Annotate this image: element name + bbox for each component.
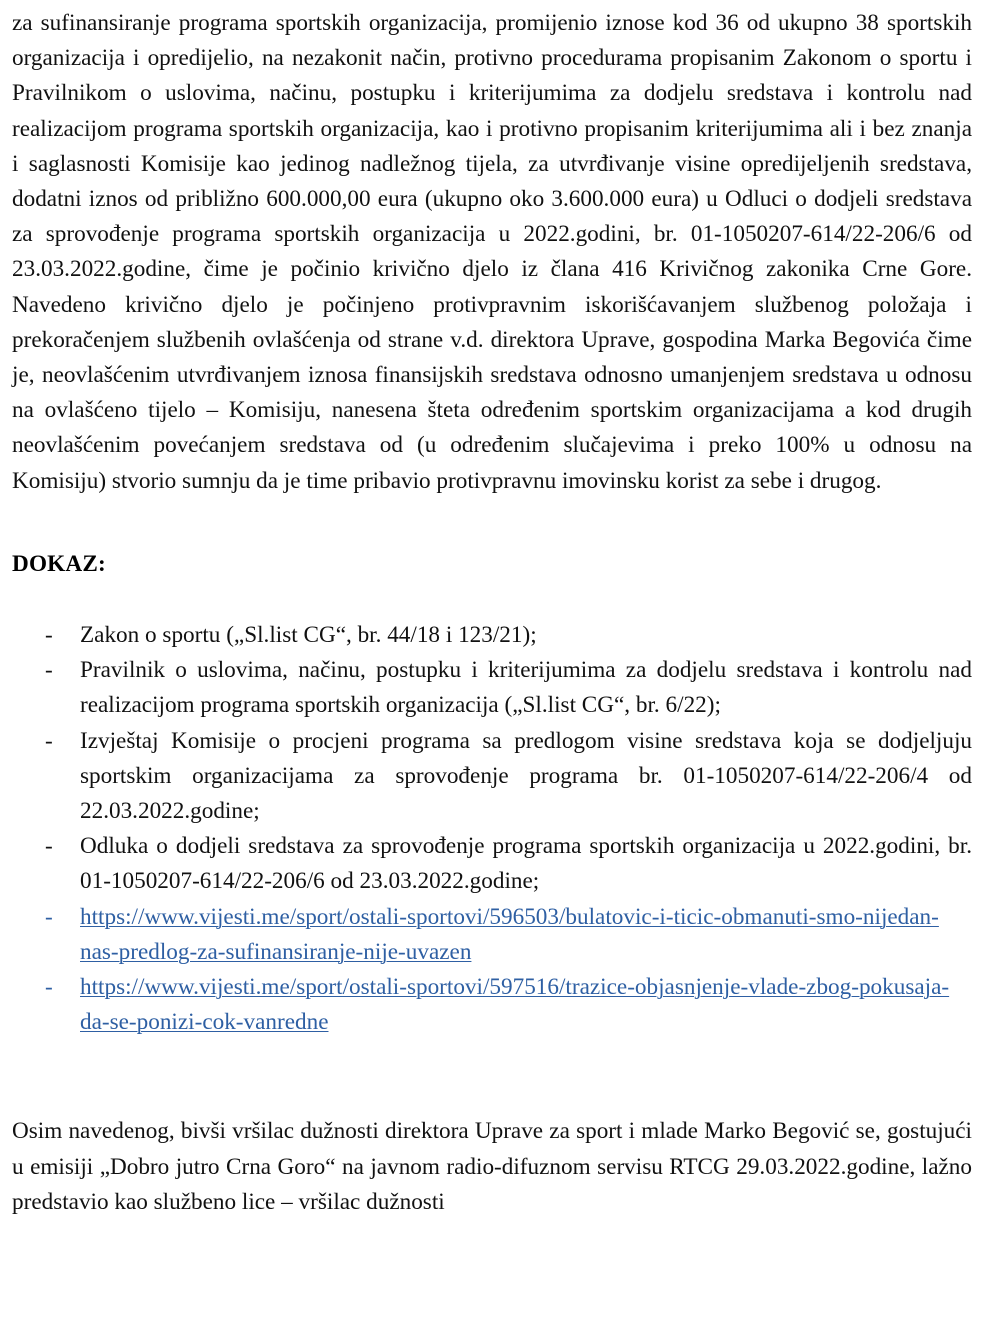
body-paragraph-indictment: za sufinansiranje programa sportskih organizacija, promijenio iznose kod 36 od ukupno 38 sportskih organizacija i opredijelio, na nezakonit način, protivno procedurama propisanim Zakonom o sportu i Pravilnikom o uslovima, načinu, postupku i kriterijumima za dodjelu sredstava i kontrolu nad realizacijom programa sportskih organizacija, kao i protivno propisanim kriterijumima ali i bez znanja i saglasnosti Komisije kao jedinog nadležnog tijela, za utvrđivanje visine opredijeljenih sredstava, dodatni iznos od približno 600.000,00 eura (ukupno oko 3.600.000 eura) u Odluci o dodjeli sredstava za sprovođenje programa sportskih organizacija u 2022.godini, br. 01-1050207-614/22-206/6 od 23.03.2022.godine, čime je počinio krivično djelo iz člana 416 Krivičnog zakonika Crne Gore. Navedeno krivično djelo je počinjeno protivpravnim iskorišćavanjem službenog položaja i prekoračenjem službenih ovlašćenja od strane v.d. direktora Uprave, gospodina Marka Begovića čime je, neovlašćenim utvrđivanjem iznosa finansijskih sredstava odnosno umanjenjem sredstava u odnosu na ovlašćeno tijelo – Komisiju, nanesena šteta određenim sportskim organizacijama a kod drugih neovlašćenim povećanjem sredstava od (u određenim slučajevima i preko 100% u odnosu na Komisiju) stvorio sumnju da je time pribavio protivpravnu imovinsku korist za sebe i drugog. — [12, 10, 972, 494]
spacer-before-final-paragraph — [12, 1040, 972, 1114]
list-item-hyperlink[interactable] — [12, 970, 972, 1040]
body-paragraph-rtcg-statement: Osim navedenog, bivši vršilac dužnosti direktora Uprave za sport i mlade Marko Begović se, gostujući u emisiji „Dobro jutro Crna Goro“ na javnom radio-difuznom servisu RTCG 29.03.2022.godine, lažno predstavio kao službeno lice – vršilac dužnosti — [12, 1118, 972, 1215]
list-bullet: - — [45, 622, 53, 649]
list-item — [12, 618, 972, 653]
list-item-text: Odluka o dodjeli sredstava za sprovođenje programa sportskih organizacija u 2022.godini, br. 01-1050207-614/22-206/6 od 23.03.2022.godine; — [80, 833, 972, 895]
evidence-list — [12, 618, 972, 1040]
list-item — [12, 724, 972, 830]
list-item-text: Izvještaj Komisije o procjeni programa sa predlogom visine sredstava koja se dodjeljuju sportskim organizacijama za sprovođenje programa br. 01-1050207-614/22-206/4 od 22.03.2022.godine; — [80, 727, 972, 825]
list-item — [12, 829, 972, 899]
evidence-heading: DOKAZ: — [12, 550, 106, 577]
list-bullet: - — [45, 833, 53, 860]
list-bullet: - — [45, 727, 53, 754]
document-content — [12, 0, 972, 1220]
list-bullet: - — [45, 903, 53, 930]
list-item-text: Pravilnik o uslovima, načinu, postupku i kriterijumima za dodjelu sredstava i kontrolu nad realizacijom programa sportskih organizacija („Sl.list CG“, br. 6/22); — [80, 657, 972, 719]
list-item-hyperlink[interactable] — [12, 900, 972, 970]
list-bullet: - — [45, 974, 53, 1001]
list-bullet: - — [45, 657, 53, 684]
list-item-text: Zakon o sportu („Sl.list CG“, br. 44/18 i 123/21); — [80, 622, 537, 649]
list-item — [12, 653, 972, 723]
spacer-after-evidence-heading — [12, 582, 972, 618]
hyperlink-vijesti-597516[interactable]: https://www.vijesti.me/sport/ostali-sportovi/597516/trazice-objasnjenje-vlade-zbog-pokusaja-da-se-ponizi-cok-vanredne — [80, 974, 950, 1036]
spacer-before-evidence-heading — [12, 499, 972, 547]
hyperlink-vijesti-596503[interactable]: https://www.vijesti.me/sport/ostali-sportovi/596503/bulatovic-i-ticic-obmanuti-smo-nijedan-nas-predlog-za-sufinansiranje-nije-uvazen — [80, 903, 939, 965]
